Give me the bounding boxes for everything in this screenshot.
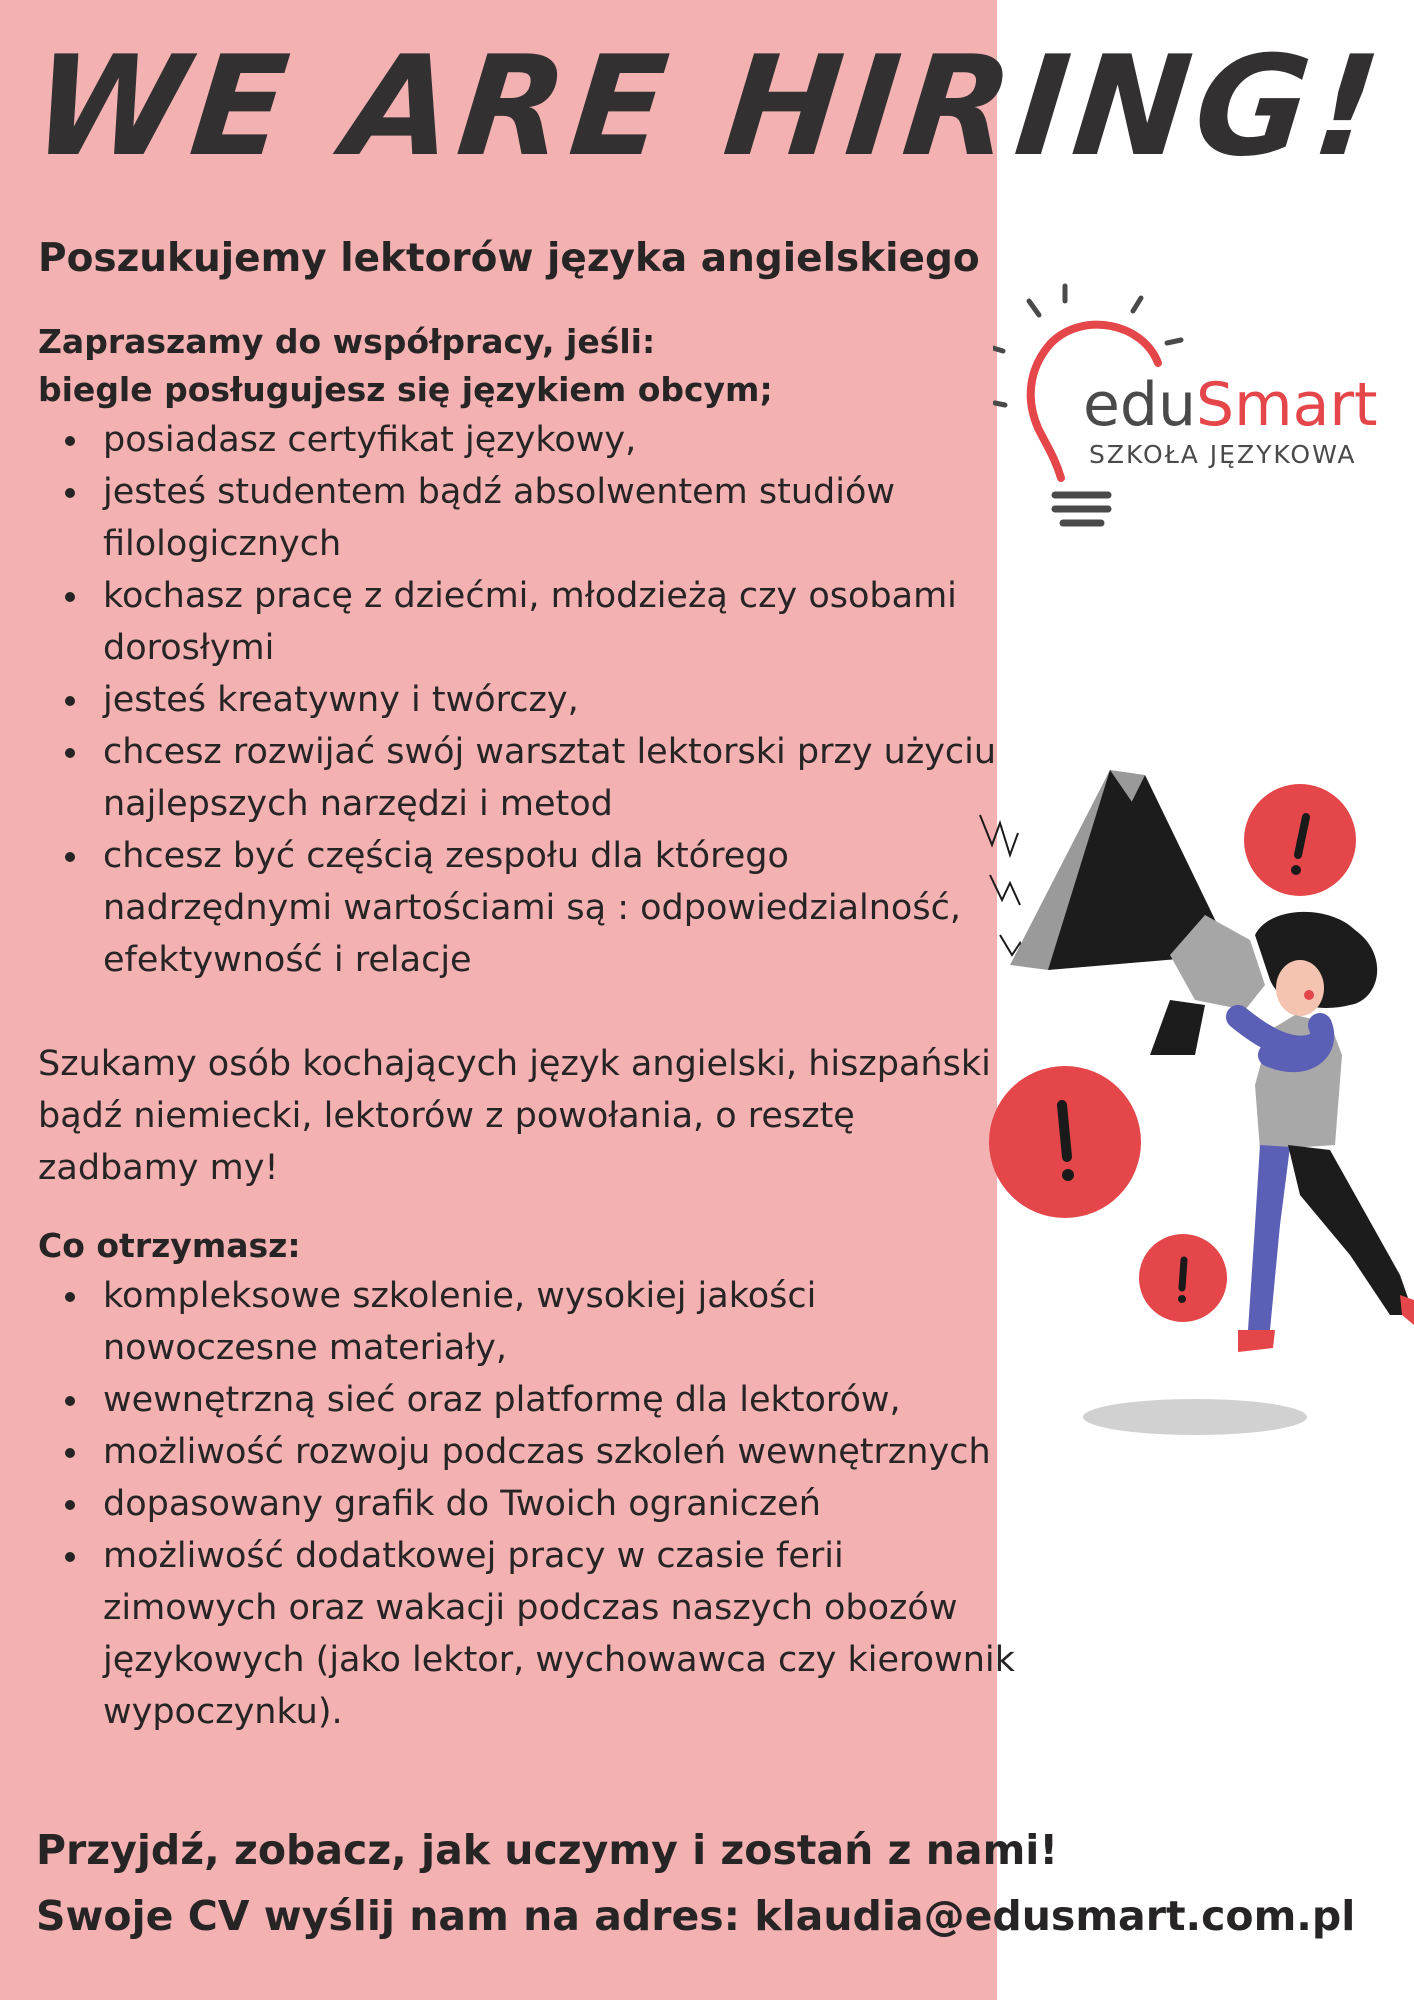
intro-line-2: biegle posługujesz się językiem obcym; <box>38 370 773 409</box>
list-item: posiadasz certyfikat językowy, <box>38 414 1028 466</box>
benefits-list <box>38 1270 1015 1738</box>
list-item: kompleksowe szkolenie, wysokiej jakości nowoczesne materiały, <box>38 1270 1028 1374</box>
list-item: chcesz być częścią zespołu dla którego nadrzędnymi wartościami są : odpowiedzialność, efektywność i relacje <box>38 830 1028 986</box>
logo-tagline: SZKOŁA JĘZYKOWA <box>1089 440 1357 469</box>
list-item: możliwość dodatkowej pracy w czasie ferii zimowych oraz wakacji podczas naszych obozów językowych (jako lektor, wychowawca czy kierownik wypoczynku). <box>38 1530 1028 1738</box>
woman-figure <box>1238 912 1414 1352</box>
lightbulb-base-icon <box>1055 495 1108 523</box>
list-item: dopasowany grafik do Twoich ograniczeń <box>38 1478 1028 1530</box>
subtitle: Poszukujemy lektorów języka angielskiego <box>38 236 980 281</box>
lightbulb-outline-icon <box>1031 343 1061 478</box>
exclamation-circle-icon <box>1244 784 1356 896</box>
requirements-list <box>38 414 998 986</box>
list-item: jesteś kreatywny i twórczy, <box>38 674 1028 726</box>
call-to-action: Przyjdź, zobacz, jak uczymy i zostań z nami! <box>36 1826 1059 1874</box>
exclamation-circle-icon <box>989 1066 1141 1218</box>
megaphone-woman-illustration <box>970 755 1414 1435</box>
shadow <box>1083 1399 1307 1435</box>
description-paragraph: Szukamy osób kochających język angielski, hiszpański bądź niemiecki, lektorów z powołania, o resztę zadbamy my! <box>38 1044 991 1188</box>
list-item: jesteś studentem bądź absolwentem studiów filologicznych <box>38 466 1028 570</box>
list-item: chcesz rozwijać swój warsztat lektorski przy użyciu najlepszych narzędzi i metod <box>38 726 1028 830</box>
exclamation-circle-icon <box>1139 1234 1227 1322</box>
list-item: wewnętrzną sieć oraz platformę dla lektorów, <box>38 1374 1028 1426</box>
edusmart-logo <box>993 283 1413 533</box>
sound-waves-icon <box>980 815 1028 963</box>
benefits-title: Co otrzymasz: <box>38 1226 301 1265</box>
contact-email-line: Swoje CV wyślij nam na adres: klaudia@edusmart.com.pl <box>36 1892 1356 1940</box>
list-item: kochasz pracę z dziećmi, młodzieżą czy osobami dorosłymi <box>38 570 1028 674</box>
main-content <box>38 318 1015 1738</box>
logo-wordmark: eduSmart <box>1083 370 1378 440</box>
megaphone-icon <box>1010 770 1265 1055</box>
headline: WE ARE HIRING! <box>25 26 1393 187</box>
list-item: możliwość rozwoju podczas szkoleń wewnętrznych <box>38 1426 1028 1478</box>
intro-line-1: Zapraszamy do współpracy, jeśli: <box>38 322 656 361</box>
